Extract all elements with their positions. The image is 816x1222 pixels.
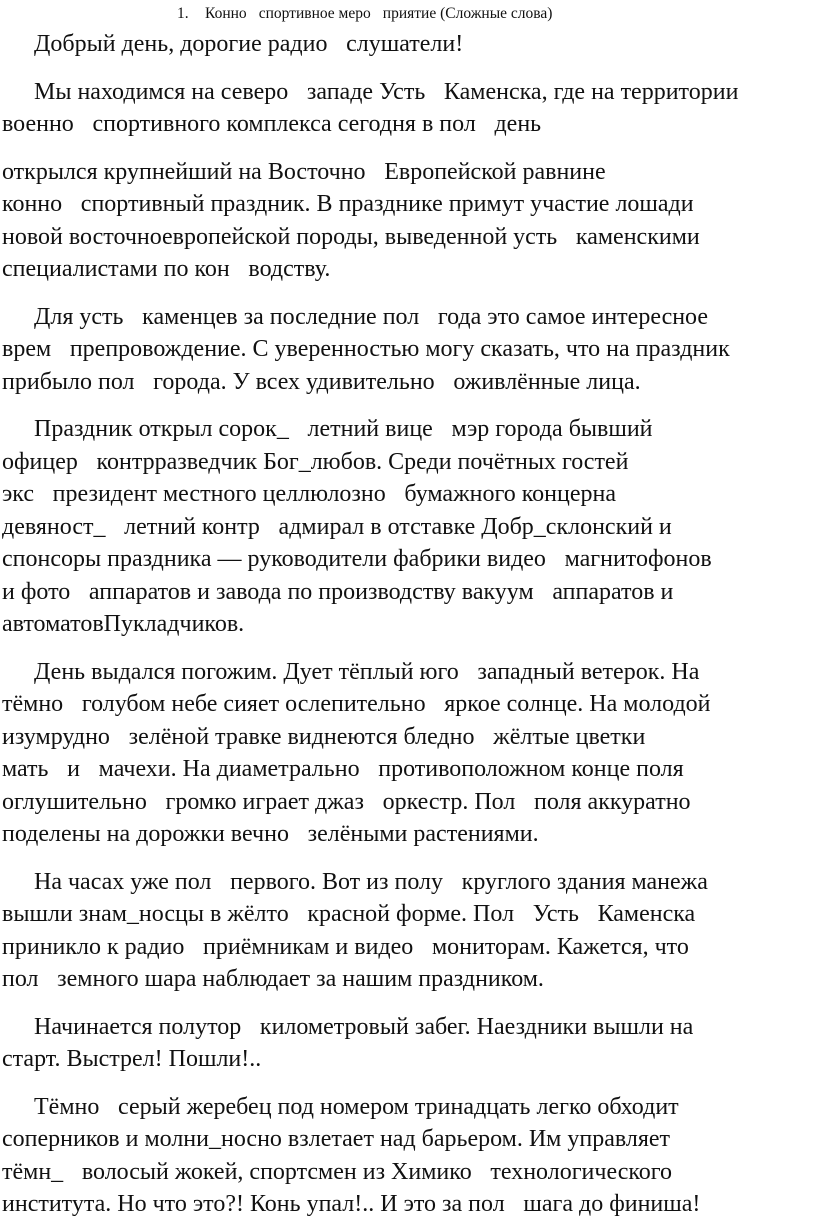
paragraph: [2, 156, 810, 286]
paragraph-line: военно спортивного комплекса сегодня в пол день: [2, 111, 516, 137]
paragraph-line: тёмн_ волосый жокей, спортсмен из Химико технологического: [2, 1158, 647, 1185]
paragraph-line: оглушительно громко играет джаз оркестр. Пол поля аккуратно: [2, 788, 653, 815]
paragraph-line: Мы находимся на северо западе Усть Каменска, где на территории: [34, 78, 714, 105]
paragraph-line: врем препровождение. С уверенностью могу сказать, что на праздник: [2, 336, 718, 362]
paragraph: [2, 76, 810, 141]
paragraph: [2, 866, 810, 996]
paragraph-line: офицер контрразведчик Бог_любов. Среди почётных гостей: [2, 448, 616, 475]
paragraph-line: соперников и молни_носно взлетает над барьером. Им управляет: [2, 1126, 671, 1152]
paragraph-line: прибыло пол города. У всех удивительно оживлённые лица.: [2, 368, 616, 395]
paragraph-line: специалистами по кон водству.: [2, 256, 318, 282]
paragraph-line: автоматовПукладчиков.: [2, 611, 245, 637]
document-heading: [2, 4, 810, 24]
paragraph-line: открылся крупнейший на Восточно Европейской равнине: [2, 158, 593, 185]
paragraph-line: Начинается полутор километровый забег. Наездники вышли на: [34, 1013, 681, 1040]
paragraph-line: изумрудно зелёной травке виднеются бледно жёлтые цветки: [2, 723, 620, 750]
paragraph: [2, 656, 810, 851]
paragraph: [2, 301, 810, 399]
paragraph: [2, 413, 810, 641]
paragraph-line: экс президент местного целлюлозно бумажного концерна: [2, 481, 591, 507]
paragraph-line: День выдался погожим. Дует тёплый юго западный ветерок. На: [34, 658, 687, 685]
heading-title: Конно спортивное меро приятие (Сложные слова): [205, 5, 537, 22]
paragraph-line: пол земного шара наблюдает за нашим праздником.: [2, 966, 532, 992]
paragraph-line: девяност_ летний контр адмирал в отставке Добр_склонский и: [2, 513, 647, 540]
paragraph-line: спонсоры праздника — руководители фабрики видео магнитофонов: [2, 546, 700, 572]
paragraph: [2, 28, 810, 61]
paragraph-line: тёмно голубом небе сияет ослепительно яркое солнце. На молодой: [2, 691, 686, 717]
paragraph-line: конно спортивный праздник. В празднике примут участие лошади: [2, 191, 681, 217]
paragraph-line: и фото аппаратов и завода по производству вакуум аппаратов и: [2, 578, 649, 605]
paragraph-line: Праздник открыл сорок_ летний вице мэр города бывший: [34, 416, 628, 442]
paragraph-line: поделены на дорожки вечно зелёными растениями.: [2, 821, 526, 847]
paragraph-line: Добрый день, дорогие радио слушатели!: [34, 31, 451, 57]
paragraph: [2, 1091, 810, 1221]
document-body: [2, 28, 810, 1221]
paragraph-line: старт. Выстрел! Пошли!..: [2, 1046, 262, 1072]
paragraph-line: Тёмно серый жеребец под номером тринадцать легко обходит: [34, 1093, 666, 1120]
paragraph-line: мать и мачехи. На диаметрально противоположном конце поля: [2, 756, 646, 782]
paragraph-line: вышли знам_носцы в жёлто красной форме. Пол Усть Каменска: [2, 901, 658, 927]
heading-number: 1.: [177, 5, 189, 22]
paragraph-line: приникло к радио приёмникам и видео мониторам. Кажется, что: [2, 933, 664, 960]
paragraph: [2, 1011, 810, 1076]
paragraph-line: новой восточноевропейской породы, выведенной усть каменскими: [2, 223, 688, 250]
paragraph-line: института. Но что это?! Конь упал!.. И это за пол шага до финиша!: [2, 1191, 688, 1217]
paragraph-line: На часах уже пол первого. Вот из полу круглого здания манежа: [34, 868, 683, 895]
paragraph-line: Для усть каменцев за последние пол года это самое интересное: [34, 303, 683, 330]
